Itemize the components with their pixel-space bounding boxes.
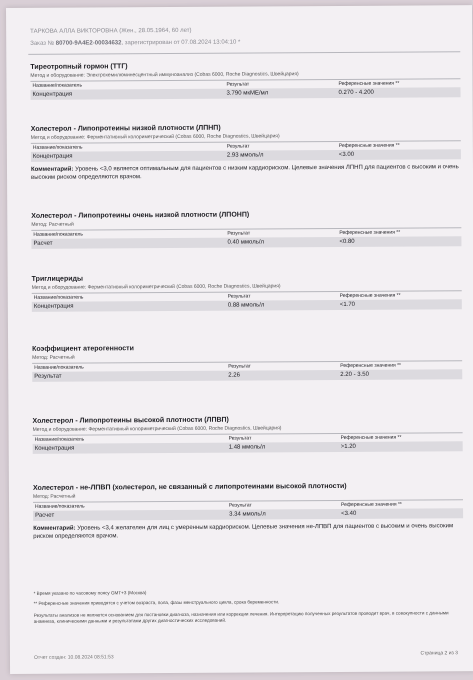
disclaimer: Результаты анализов не являются основанием для постановки диагноза, назначения или коррекции лечения. Интерпретацию полученных результатов проводит врач, в совокупности с данными анамнеза, клиническими данными и результатами других диагностических исследований.: [33, 610, 449, 624]
table-row: Концентрация 0.88 ммоль/л <1.70: [32, 299, 462, 312]
table-row: Расчет 3.34 ммоль/л <3.40: [33, 508, 463, 521]
test-title: Холестерол - Липопротеины высокой плотности (ЛПВП): [32, 416, 229, 425]
test-title: Холестерол - Липопротеины очень низкой плотности (ЛПОНП): [31, 211, 250, 220]
test-method: Метод: Расчетный: [32, 354, 75, 361]
order-number: 80700-9A4E2-00034632: [55, 40, 122, 47]
patient-line: ТАРКОВА АЛЛА ВИКТОРОВНА (Жен., 28.05.1964, 60 лет): [30, 27, 192, 35]
table-header: Название/показатель Результат Референсные значения **: [32, 290, 462, 302]
footnote-ref: ** Референсные значения приводятся с учетом возраста, пола, фазы менструального цикла, срока беременности.: [33, 599, 280, 606]
created-timestamp: Отчет создан: 10.08.2024 08:51:53: [33, 654, 114, 661]
test-vldl: [31, 210, 461, 249]
test-title: Холестерол - Липопротеины низкой плотности (ЛПНП): [30, 124, 221, 133]
table-header: Название/показатель Результат Референсные значения **: [31, 140, 461, 152]
page-number: Страница 2 из 3: [420, 650, 458, 657]
report-header: [30, 25, 240, 50]
test-triglycerides: [32, 273, 462, 312]
test-title: Холестерол - не-ЛПВП (холестерол, не связанный с липопротеинами высокой плотности): [32, 482, 347, 492]
test-method: Метод: Расчетный: [31, 221, 74, 228]
table-row: Концентрация 3.790 мкМЕ/мл 0.270 - 4.200: [31, 87, 461, 100]
test-tsh: [30, 61, 460, 100]
test-atherogenic-index: [32, 343, 462, 382]
table-row: Результат 2.26 2.20 - 3.50: [32, 369, 462, 382]
test-non-hdl: [33, 482, 463, 541]
test-method: Метод и оборудование: Ферментативный колориметрический (Cobas 6000, Roche Diagnostics, Швейцария): [31, 283, 281, 291]
table-header: Название/показатель Результат Референсные значения **: [31, 227, 461, 239]
table-header: Название/показатель Результат Референсные значения **: [33, 499, 463, 511]
test-method: Метод и оборудование: Ферментативный колориметрический (Cobas 6000, Roche Diagnostics, Швейцария): [30, 133, 280, 141]
table-header: Название/показатель Результат Референсные значения **: [33, 432, 463, 444]
report-sheet: [6, 5, 473, 674]
table-row: Расчет 0.40 ммоль/л <0.80: [31, 236, 461, 249]
footnote-time: * Время указано по часовому поясу GMT+3 (Москва): [33, 590, 147, 596]
test-title: Коэффициент атерогенности: [32, 345, 134, 353]
test-method: Метод и оборудование: Электрохемилюминесцентный иммуноанализ (Cobas 6000, Roche Diagnostics, Швейцария): [30, 71, 299, 79]
test-ldl: [31, 123, 461, 182]
test-method: Метод: Расчетный: [32, 493, 76, 500]
table-header: Название/показатель Результат Референсные значения **: [30, 78, 460, 90]
header-divider: [28, 51, 460, 55]
table-row: Концентрация 1.48 ммоль/л >1.20: [33, 441, 463, 454]
test-comment: Комментарий: Уровень <3,4 желателен для лиц с умеренным кардиориском. Целевые значения не-ЛПВП для пациентов с высоким и очень высоким риском определяются врачом.: [33, 523, 454, 540]
test-title: Триглицериды: [31, 275, 83, 283]
table-row: Концентрация 2.93 ммоль/л <3.00: [31, 149, 461, 162]
table-header: Название/показатель Результат Референсные значения **: [32, 360, 462, 372]
test-title: Тиреотропный гормон (ТТГ): [30, 63, 128, 71]
test-method: Метод и оборудование: Ферментативный колориметрический (Cobas 6000, Roche Diagnostics, Швейцария): [32, 425, 282, 433]
order-line: Заказ № 80700-9A4E2-00034632, зарегистрирован от 07.08.2024 13:04:10 *: [30, 39, 241, 47]
test-comment: Комментарий: Уровень <3,0 является оптимальным для пациентов с низким кардиориском. Целевые значения ЛПНП для пациентов с высоким и очень высоким риском определяются врачом.: [30, 164, 459, 181]
test-hdl: [33, 415, 463, 454]
